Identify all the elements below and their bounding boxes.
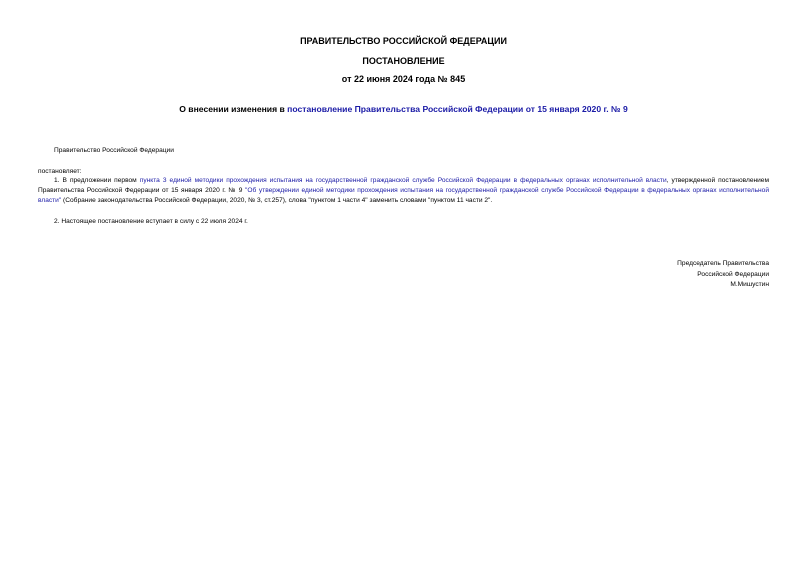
- item-1-text-2: , утвержденной постановлением Правительства Российской Федерации от 15 января 2020 г. № 9: [38, 177, 770, 194]
- title-link[interactable]: постановление Правительства Российской Федерации от 15 января 2020 г. № 9: [287, 104, 628, 114]
- item-1-paragraph: [38, 176, 769, 205]
- document-title: [0, 104, 807, 115]
- title-prefix: О внесении изменения в: [179, 104, 288, 114]
- signature-position-2: Российской Федерации: [697, 270, 769, 278]
- signature-position-1: Председатель Правительства: [677, 260, 769, 267]
- item-1-text-3: (Собрание законодательства Российской Федерации, 2020, № 3, ст.257), слова "пунктом 1 части 4" заменить словами "пунктом 11 части 2".: [61, 196, 493, 204]
- item-1-link-1[interactable]: пункта 3 единой методики прохождения испытания на государственной гражданской службе Российской Федерации в федеральных органах исполнительной власти: [139, 177, 667, 184]
- item-1-text-1: 1. В предложении первом: [54, 177, 140, 184]
- issuer-text: Правительство Российской Федерации: [54, 147, 174, 154]
- signature-name: М.Мишустин: [730, 281, 769, 288]
- item-1-link-2[interactable]: "Об утверждении единой методики прохождения испытания на государственной гражданской службе Российской Федерации в федеральных органах исполнительной власти": [38, 186, 770, 204]
- authority-heading: ПРАВИТЕЛЬСТВО РОССИЙСКОЙ ФЕДЕРАЦИИ: [300, 36, 507, 46]
- doc-type-heading: ПОСТАНОВЛЕНИЕ: [362, 56, 445, 66]
- item-2-paragraph: 2. Настоящее постановление вступает в силу с 22 июля 2024 г.: [54, 218, 248, 225]
- resolves-text: постановляет:: [38, 168, 82, 175]
- date-number-heading: от 22 июня 2024 года № 845: [341, 74, 466, 84]
